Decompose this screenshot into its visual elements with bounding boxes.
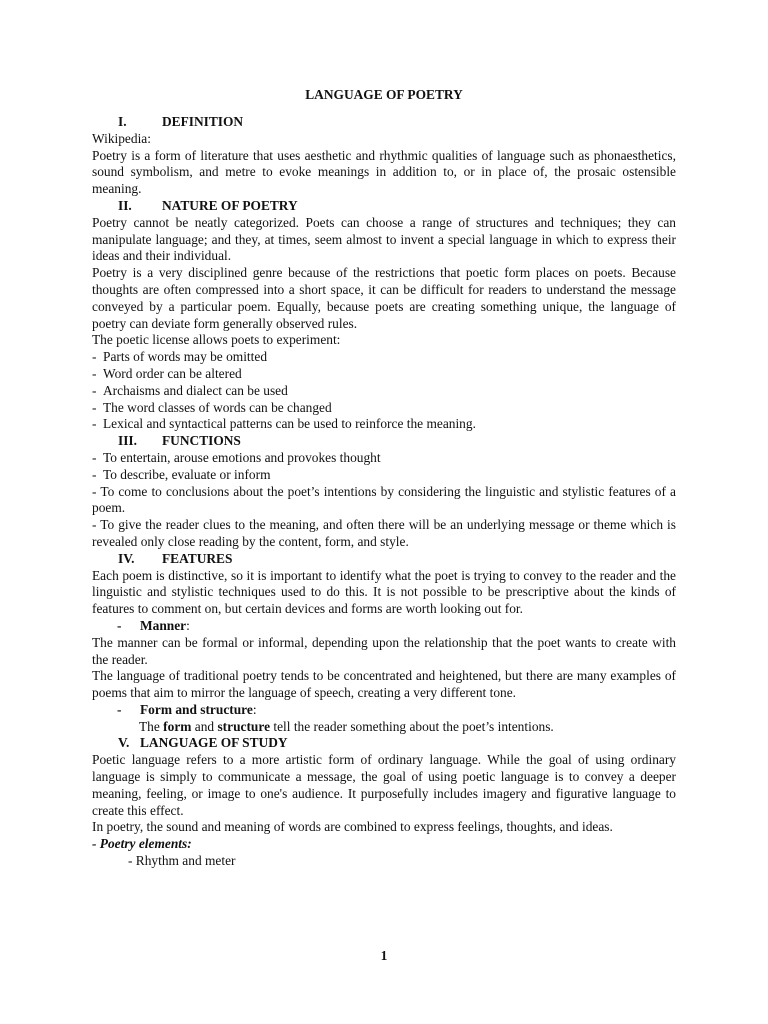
manner-paragraph-1: The manner can be formal or informal, depending upon the relationship that the poet wants to create with the reader.: [92, 634, 676, 667]
study-paragraph-2: In poetry, the sound and meaning of words are combined to express feelings, thoughts, and ideas.: [92, 819, 613, 835]
definition-paragraph: Poetry is a form of literature that uses aesthetic and rhythmic qualities of language such as phonaesthetics, sound symbolism, and metre to evoke meanings in addition to, or in place of, the prosaic ostensible meaning.: [92, 147, 676, 197]
list-item: - To entertain, arouse emotions and provokes thought: [92, 449, 381, 465]
section-heading-functions: III. FUNCTIONS: [118, 433, 241, 449]
subheading-form-structure: - Form and structure:: [117, 701, 257, 717]
document-title: LANGUAGE OF POETRY: [305, 87, 463, 102]
form-structure-text: The form and structure tell the reader something about the poet’s intentions.: [139, 718, 554, 734]
list-item: - Parts of words may be omitted: [92, 349, 268, 365]
list-item: - To come to conclusions about the poet’s intentions by considering the linguistic and stylistic features of a poem.: [92, 483, 676, 516]
nature-paragraph-1: Poetry cannot be neatly categorized. Poets can choose a range of structures and techniques; they can manipulate language; and they, at times, seem almost to invent a special language in which to express their ideas and their individual.: [92, 214, 676, 264]
nature-paragraph-3: The poetic license allows poets to experiment:: [92, 332, 341, 348]
section-heading-features: IV. FEATURES: [118, 550, 233, 566]
manner-paragraph-2: The language of traditional poetry tends to be concentrated and heightened, but there are many examples of poems that aim to mirror the language of speech, creating a very different tone.: [92, 668, 676, 701]
study-paragraph-1: Poetic language refers to a more artistic form of ordinary language. While the goal of using ordinary language is simply to communicate a message, the goal of using poetic language is to convey a deeper meaning, feeling, or image to one's audience. It purposefully includes imagery and figurative language to create this effect.: [92, 752, 676, 818]
nature-paragraph-2: Poetry is a very disciplined genre because of the restrictions that poetic form places on poets. Because thoughts are often compressed into a short space, it can be difficult for readers to understand the message conveyed by a particular poem. Equally, because poets are creating something unique, the language of poetry can deviate form generally observed rules.: [92, 265, 676, 331]
list-item: - The word classes of words can be changed: [92, 399, 332, 415]
source-label: Wikipedia:: [92, 130, 151, 146]
list-item: - Word order can be altered: [92, 365, 242, 381]
list-item: - Lexical and syntactical patterns can be used to reinforce the meaning.: [92, 416, 476, 432]
document-body: [92, 114, 676, 870]
section-heading-definition: I. DEFINITION: [118, 114, 244, 129]
list-item: - Archaisms and dialect can be used: [92, 382, 288, 398]
list-item: - To give the reader clues to the meaning, and often there will be an underlying message or theme which is revealed only close reading by the content, form, and style.: [92, 517, 676, 549]
list-item: - To describe, evaluate or inform: [92, 466, 271, 482]
subheading-manner: - Manner:: [117, 617, 190, 633]
page-number: 1: [380, 948, 388, 963]
section-heading-language-of-study: V. LANGUAGE OF STUDY: [118, 735, 288, 751]
features-paragraph: Each poem is distinctive, so it is important to identify what the poet is trying to convey to the reader and the linguistic and stylistic techniques used to do this. It is not possible to be prescriptive about the kinds of features to comment on, but certain devices and forms are worth looking out for.: [92, 567, 676, 617]
section-heading-nature: II. NATURE OF POETRY: [118, 197, 298, 213]
poetry-elements-label: - Poetry elements:: [92, 836, 192, 852]
list-item: - Rhythm and meter: [128, 853, 236, 869]
